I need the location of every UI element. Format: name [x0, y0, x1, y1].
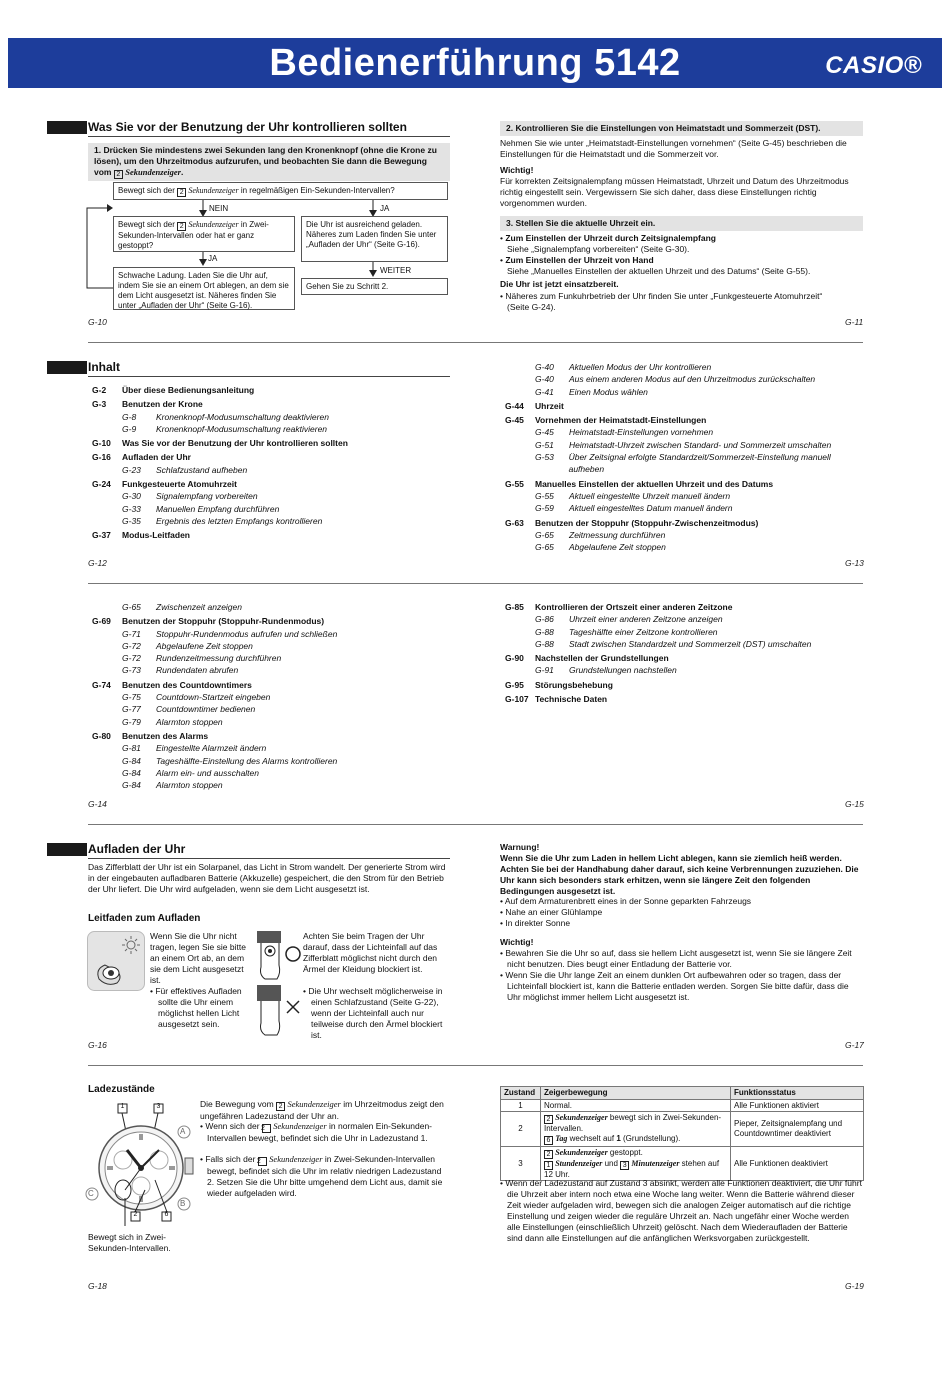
- page-number: G-18: [88, 1281, 107, 1291]
- charge-state-bullet-1: • Wenn sich der 2 Sekundenzeiger in normalen Ein-Sekunden-Intervallen bewegt, befindet sich die Uhr in Ladezustand 1.: [200, 1121, 433, 1143]
- hand-number-badge: 2: [258, 1157, 267, 1166]
- toc-page-ref: G-69: [92, 616, 111, 627]
- hand-label-3: 3: [156, 1103, 161, 1110]
- charging-left-text: Wenn Sie die Uhr nicht tragen, legen Sie sie bitte an einem Ort ab, an dem sie dem Licht ausgesetzt ist.: [150, 931, 246, 985]
- toc-entry-title: Aktuellen Modus der Uhr kontrollieren: [569, 362, 712, 372]
- step-3-heading: 3. Stellen Sie die aktuelle Uhrzeit ein.: [500, 216, 863, 231]
- wrist-correct-incorrect-icon: [255, 929, 303, 1037]
- toc-page-ref: G-9: [122, 423, 137, 434]
- important-label: Wichtig!: [500, 165, 534, 175]
- table-header: Funktionsstatus: [731, 1087, 864, 1100]
- charge-state-bullet-2: • Falls sich der 2 Sekundenzeiger in Zwei-Sekunden-Intervallen bewegt, befindet sich die Uhr im relativ niedrigen Ladezustand 2. Setzen Sie die Uhr bitte umgehend dem Licht aus, damit sie wieder aufgeladen wird.: [200, 1154, 443, 1198]
- toc-page-ref: G-45: [535, 427, 554, 438]
- page-number: G-17: [845, 1040, 864, 1050]
- toc-sub-entry: [505, 638, 865, 650]
- toc-main-entry: [505, 414, 865, 426]
- page-number: G-16: [88, 1040, 107, 1050]
- step-1-text: 1. Drücken Sie mindestens zwei Sekunden lang den Kronenknopf (ohne die Krone zu lösen), um den Uhrzeitmodus aufzurufen, und beobachten Sie dann die Bewegung vom: [94, 145, 437, 177]
- toc-sub-entry: [505, 613, 865, 625]
- b1-b: in normalen Ein-Sekunden-Intervallen bewegt, befindet sich die Uhr in Ladezustand 1.: [207, 1121, 433, 1143]
- toc-page-ref: G-72: [122, 653, 141, 664]
- toc-sub-entry: [92, 779, 452, 791]
- toc-page-ref: G-84: [122, 767, 141, 778]
- section-marker: [47, 121, 87, 134]
- table-cell: [541, 1146, 731, 1181]
- toc-list-g15: [505, 601, 865, 705]
- toc-page-ref: G-51: [535, 439, 554, 450]
- charging-guide-title: Leitfaden zum Aufladen: [88, 913, 201, 924]
- watch-face-diagram: [85, 1098, 197, 1230]
- toc-page-ref: G-79: [122, 716, 141, 727]
- toc-entry-title: Stadt zwischen Standardzeit und Sommerzeit (DST) umschalten: [569, 638, 812, 649]
- intro-b: im Uhrzeitmodus zeigt den ungefähren Ladezustand der Uhr an.: [200, 1099, 444, 1121]
- page-number: G-12: [88, 558, 107, 568]
- table-row: [501, 1146, 864, 1181]
- radio-note-text: Näheres zum Funkuhrbetrieb der Uhr finden Sie unter „Funkgesteuerte Atomuhrzeit“ (Seite G-24).: [505, 291, 823, 312]
- toc-main-entry: [92, 478, 452, 490]
- table-cell: Alle Funktionen deaktiviert: [731, 1146, 864, 1181]
- toc-entry-title: Aus einem anderen Modus auf den Uhrzeitmodus zurückschalten: [569, 374, 816, 385]
- toc-page-ref: G-65: [122, 602, 141, 612]
- toc-sub-entry: [505, 373, 865, 385]
- toc-sub-entry: [505, 529, 865, 541]
- q1-term: Sekundenzeiger: [188, 186, 239, 195]
- toc-page-ref: G-77: [122, 704, 141, 715]
- table-row: [501, 1112, 864, 1147]
- page-number: G-11: [845, 317, 864, 327]
- casio-logo: CASIO®: [825, 52, 922, 79]
- toc-sub-entry: [92, 515, 452, 527]
- toc-entry-title: Tageshälfte-Einstellung des Alarms kontrollieren: [156, 755, 338, 766]
- hand-number-badge: 2: [177, 222, 186, 231]
- warning-label: Warnung!: [500, 842, 540, 852]
- toc-page-ref: G-86: [535, 614, 554, 625]
- toc-sub-entry: [505, 626, 865, 638]
- toc-sub-entry: [92, 411, 452, 423]
- hand-label-6: 6: [164, 1211, 169, 1218]
- toc-sub-entry: [92, 640, 452, 652]
- toc-page-ref: G-95: [505, 679, 524, 690]
- cell-text: bewegt sich in Zwei-Sekunden-Intervallen.: [544, 1113, 722, 1133]
- page-number: G-15: [845, 799, 864, 809]
- charge-state-note-text: Wenn der Ladezustand auf Zustand 3 absinkt, werden alle Funktionen deaktiviert, die Uhr führt die Uhrzeit aber intern noch etwa eine Woche lang weiter. Wenn die Batterie während dieser Zeit wieder aufgeladen wird, bewegen sich die analogen Zeiger automatisch auf die richtige Einstellung und zeigen wieder die reguläre Uhrzeit an. Nach ungefähr einer Woche werden alle Einstellungen (einschließlich Uhrzeit) gelöscht. Nach dem Wiederaufladen der Batterie sind dann alle Einstellungen auf die anfänglichen Werksvorgaben zurückgestellt.: [505, 1178, 862, 1243]
- toc-main-entry: [92, 451, 452, 463]
- toc-entry-title: Abgelaufene Zeit stoppen: [569, 542, 666, 553]
- toc-entry-title: Signalempfang vorbereiten: [156, 491, 258, 502]
- section-rule: [88, 136, 450, 137]
- page-number: G-10: [88, 317, 107, 327]
- cell-value: 1: [616, 1133, 621, 1143]
- toc-entry-title: Benutzen der Stoppuhr (Stoppuhr-Zwischenzeitmodus): [535, 517, 759, 528]
- toc-entry-title: Heimatstadt-Uhrzeit zwischen Standard- und Sommerzeit umschalten: [569, 439, 832, 450]
- q1-a: Bewegt sich der: [118, 186, 175, 195]
- b1-a: Wenn sich der: [205, 1121, 260, 1131]
- toc-entry-title: Funkgesteuerte Atomuhrzeit: [122, 479, 237, 490]
- toc-entry-title: Alarmton stoppen: [156, 780, 223, 791]
- toc-page-ref: G-88: [535, 626, 554, 637]
- ready-text: Die Uhr ist jetzt einsatzbereit.: [500, 279, 619, 289]
- toc-entry-title: Uhrzeit einer anderen Zeitzone anzeigen: [569, 614, 723, 625]
- toc-main-entry: [505, 601, 865, 613]
- toc-page-ref: G-81: [122, 743, 141, 754]
- page-number: G-13: [845, 558, 864, 568]
- hand-number-badge: 6: [544, 1136, 553, 1145]
- toc-page-ref: G-91: [535, 665, 554, 676]
- toc-page-ref: G-75: [122, 692, 141, 703]
- section-rule: [88, 858, 450, 859]
- b2-term: Sekundenzeiger: [269, 1154, 323, 1164]
- toc-main-entry: [505, 517, 865, 529]
- hand-label-1: 1: [120, 1103, 125, 1110]
- toc-page-ref: G-80: [92, 730, 111, 741]
- page-separator: [88, 342, 863, 343]
- charging-intro: Das Zifferblatt der Uhr ist ein Solarpanel, das Licht in Strom wandelt. Der generierte Strom wird in der eingebauten aufladbaren Batterie (Akkuzelle) gespeichert, die den Strom für den Betrieb der Uhr liefert. Die Uhr wird aufgeladen, wenn sie dem Licht ausgesetzt ist.: [88, 862, 446, 894]
- bullet-1-title: Zum Einstellen der Uhrzeit durch Zeitsignalempfang: [505, 233, 716, 243]
- toc-entry-title: Kronenknopf-Modusumschaltung reaktivieren: [156, 423, 328, 434]
- important-item: Wenn Sie die Uhr lange Zeit an einem dunklen Ort aufbewahren oder so tragen, dass der Lichteinfall blockiert ist, kann die Batterie entladen werden. Sorgen Sie bitte dafür, dass die Uhr möglichst immer hellem Licht ausgesetzt ist.: [505, 970, 849, 1002]
- header-banner: [8, 38, 942, 88]
- toc-sub-entry: [505, 502, 865, 514]
- toc-page-ref: G-74: [92, 679, 111, 690]
- toc-page-ref: G-88: [535, 638, 554, 649]
- label-nein: NEIN: [209, 204, 229, 213]
- flow-question-2: [113, 216, 295, 252]
- toc-sub-entry: [92, 601, 452, 613]
- toc-entry-title: Countdown-Startzeit eingeben: [156, 692, 271, 703]
- charging-right-bullet: • Die Uhr wechselt möglicherweise in einen Schlafzustand (Seite G-22), wenn der Lichteinfall auch nur teilweise durch den Ärmel blockiert ist.: [303, 986, 443, 1040]
- hand-number-badge: 2: [544, 1150, 553, 1159]
- cell-term: Stundenzeiger: [555, 1158, 603, 1168]
- toc-entry-title: Benutzen der Krone: [122, 399, 203, 410]
- toc-page-ref: G-2: [92, 385, 107, 395]
- charging-right-text: Achten Sie beim Tragen der Uhr darauf, dass der Lichteinfall auf das Zifferblatt möglichst nicht durch den Ärmel der Kleidung blockiert ist.: [303, 931, 438, 974]
- toc-page-ref: G-24: [92, 479, 111, 490]
- toc-entry-title: Aufladen der Uhr: [122, 452, 191, 463]
- label-ja-2: JA: [208, 254, 218, 263]
- toc-sub-entry: [92, 652, 452, 664]
- toc-page-ref: G-90: [505, 653, 524, 664]
- toc-list-g13: [505, 361, 865, 553]
- toc-page-ref: G-40: [535, 362, 554, 372]
- section-rule: [88, 376, 450, 377]
- b1-term: Sekundenzeiger: [273, 1121, 327, 1131]
- toc-entry-title: Kontrollieren der Ortszeit einer anderen Zeitzone: [535, 602, 733, 612]
- toc-sub-entry: [505, 426, 865, 438]
- hand-number-badge: 2: [276, 1102, 285, 1111]
- toc-page-ref: G-55: [535, 490, 554, 501]
- toc-page-ref: G-40: [535, 374, 554, 385]
- cell-text: gestoppt.: [609, 1147, 643, 1157]
- toc-entry-title: Aktuell eingestelltes Datum manuell ändern: [569, 503, 733, 514]
- b2-a: Falls sich der: [205, 1154, 256, 1164]
- toc-page-ref: G-84: [122, 755, 141, 766]
- toc-main-entry: [92, 730, 452, 742]
- hand-number-badge: 3: [620, 1161, 629, 1170]
- toc-page-ref: G-107: [505, 694, 529, 705]
- toc-sub-entry: [505, 664, 865, 676]
- toc-entry-title: Was Sie vor der Benutzung der Uhr kontrollieren sollten: [122, 438, 348, 449]
- toc-entry-title: Rundendaten abrufen: [156, 665, 239, 676]
- toc-main-entry: [92, 615, 452, 627]
- important-list: • Bewahren Sie die Uhr so auf, dass sie hellem Licht ausgesetzt ist, wenn Sie sie längere Zeit nicht benutzen. Dies beugt einer Entladung der Batterie vor. • Wenn Sie die Uhr lange Zeit an einem dunklen Ort aufbewahren oder so tragen, dass der Lichteinfall blockiert ist, kann die Batterie entladen werden. Sorgen Sie bitte dafür, dass die Uhr möglichst immer hellem Licht ausgesetzt ist.: [500, 948, 852, 1002]
- table-row: [501, 1099, 864, 1112]
- cell-term: Sekundenzeiger: [555, 1147, 608, 1157]
- button-label-c: C: [88, 1189, 94, 1198]
- toc-entry-title: Alarm ein- und ausschalten: [156, 767, 260, 778]
- diagram-caption: Bewegt sich in Zwei-Sekunden-Intervallen.: [88, 1232, 171, 1253]
- toc-main-entry: [92, 398, 452, 410]
- toc-sub-entry: [505, 439, 865, 451]
- toc-entry-title: Ergebnis des letzten Empfangs kontrollieren: [156, 515, 323, 526]
- table-cell: Alle Funktionen aktiviert: [731, 1099, 864, 1112]
- label-ja: JA: [380, 204, 390, 213]
- page-number: G-19: [845, 1281, 864, 1291]
- toc-sub-entry: [505, 386, 865, 398]
- charge-states-title: Ladezustände: [88, 1084, 155, 1095]
- toc-entry-title: Zwischenzeit anzeigen: [156, 602, 242, 612]
- toc-sub-entry: [92, 691, 452, 703]
- important-item: Bewahren Sie die Uhr so auf, dass sie hellem Licht ausgesetzt ist, wenn Sie sie längere Zeit nicht benutzen. Dies beugt einer Entladung der Batterie vor.: [505, 948, 852, 969]
- hand-number-badge: 2: [544, 1115, 553, 1124]
- toc-entry-title: Heimatstadt-Einstellungen vornehmen: [569, 427, 714, 438]
- toc-entry-title: Kronenknopf-Modusumschaltung deaktivieren: [156, 411, 329, 422]
- toc-entry-title: Manuelles Einstellen der aktuellen Uhrzeit und des Datums: [535, 478, 774, 489]
- toc-page-ref: G-45: [505, 415, 524, 426]
- button-label-b: B: [180, 1199, 186, 1208]
- cell-term: Sekundenzeiger: [555, 1113, 608, 1122]
- toc-page-ref: G-8: [122, 411, 137, 422]
- table-header: Zeigerbewegung: [541, 1087, 731, 1100]
- warning-item: In direkter Sonne: [505, 918, 571, 928]
- toc-page-ref: G-41: [535, 386, 554, 397]
- bullet-2-text: Siehe „Manuelles Einstellen der aktuellen Uhrzeit und des Datums“ (Seite G-55).: [507, 266, 811, 276]
- toc-page-ref: G-55: [505, 478, 524, 489]
- cell-text: (Grundstellung).: [623, 1133, 681, 1143]
- page-separator: [88, 1065, 863, 1066]
- b2-b: in Zwei-Sekunden-Intervallen bewegt, befindet sich die Uhr im relativ niedrigen Ladezustand 2. Setzen Sie die Uhr bitte umgehend dem Licht aus, damit sie wieder aufgeladen wird.: [207, 1154, 443, 1198]
- toc-entry-title: Über diese Bedienungsanleitung: [122, 385, 255, 395]
- toc-sub-entry: [92, 490, 452, 502]
- toc-sub-entry: [92, 628, 452, 640]
- toc-entry-title: Benutzen der Stoppuhr (Stoppuhr-Rundenmodus): [122, 616, 325, 627]
- step-2-text: Nehmen Sie wie unter „Heimatstadt-Einstellungen vornehmen“ (Seite G-45) beschrieben die Einstellungen für die Heimatstadt und die Sommerzeit vor.: [500, 138, 847, 159]
- toc-sub-entry: [505, 361, 865, 373]
- toc-entry-title: Manuellen Empfang durchführen: [156, 503, 280, 514]
- toc-page-ref: G-73: [122, 665, 141, 676]
- page-number: G-14: [88, 799, 107, 809]
- toc-page-ref: G-37: [92, 530, 111, 541]
- toc-page-ref: G-84: [122, 780, 141, 791]
- toc-entry-title: Modus-Leitfaden: [122, 530, 190, 541]
- toc-entry-title: Tageshälfte einer Zeitzone kontrollieren: [569, 626, 718, 637]
- toc-sub-entry: [92, 464, 452, 476]
- toc-entry-title: Einen Modus wählen: [569, 386, 648, 397]
- toc-sub-entry: [92, 742, 452, 754]
- important-text: Für korrekten Zeitsignalempfang müssen Heimatstadt, Uhrzeit und Datum des Uhrzeitmodus richtig eingestellt sein. Vergewissern Sie sich daher, dass diese Einstellungen richtig vorgenommen wurden.: [500, 176, 849, 208]
- toc-page-ref: G-71: [122, 628, 141, 639]
- toc-page-ref: G-59: [535, 503, 554, 514]
- toc-entry-title: Rundenzeitmessung durchführen: [156, 653, 282, 664]
- toc-page-ref: G-35: [122, 515, 141, 526]
- toc-entry-title: Nachstellen der Grundstellungen: [535, 653, 669, 664]
- toc-sub-entry: [505, 490, 865, 502]
- charging-left-bullet-text: Für effektives Aufladen sollte die Uhr einem möglichst hellen Licht ausgesetzt sein.: [155, 986, 242, 1029]
- toc-sub-entry: [92, 703, 452, 715]
- section-title: Was Sie vor der Benutzung der Uhr kontrollieren sollten: [88, 120, 407, 134]
- toc-main-entry: [505, 693, 865, 705]
- warning-item: Nahe an einer Glühlampe: [505, 907, 603, 917]
- toc-sub-entry: [505, 451, 865, 476]
- toc-sub-entry: [92, 503, 452, 515]
- toc-entry-title: Aktuell eingestellte Uhrzeit manuell ändern: [569, 490, 731, 501]
- section-marker: [47, 361, 87, 374]
- important-label: Wichtig!: [500, 937, 534, 947]
- toc-main-entry: [92, 529, 452, 541]
- step-1-term: Sekundenzeiger: [125, 167, 181, 177]
- toc-page-ref: G-63: [505, 517, 524, 528]
- charging-left-bullet: • Für effektives Aufladen sollte die Uhr einem möglichst hellen Licht ausgesetzt sein.: [150, 986, 242, 1029]
- toc-main-entry: [505, 478, 865, 490]
- label-weiter: WEITER: [380, 266, 412, 275]
- toc-entry-title: Eingestellte Alarmzeit ändern: [156, 743, 267, 754]
- toc-page-ref: G-44: [505, 400, 524, 411]
- bullet-1-text: Siehe „Signalempfang vorbereiten“ (Seite G-30).: [507, 244, 690, 254]
- table-header-row: [501, 1087, 864, 1100]
- toc-entry-title: Benutzen des Alarms: [122, 730, 209, 741]
- toc-main-entry: [92, 679, 452, 691]
- toc-entry-title: Benutzen des Countdowntimers: [122, 679, 252, 690]
- bullet-2-title: Zum Einstellen der Uhrzeit von Hand: [505, 255, 654, 265]
- toc-main-entry: [505, 400, 865, 412]
- q2-b: in Zwei-Sekunden-Intervallen oder hat er ganz gestoppt?: [118, 220, 269, 250]
- warning-item: Auf dem Armaturenbrett eines in der Sonne geparkten Fahrzeugs: [504, 896, 752, 906]
- toc-page-ref: G-53: [535, 452, 554, 463]
- toc-entry-title: Countdowntimer bedienen: [156, 704, 256, 715]
- toc-entry-title: Grundstellungen nachstellen: [569, 665, 677, 676]
- toc-page-ref: G-30: [122, 491, 141, 502]
- cell-text: wechselt auf: [569, 1133, 615, 1143]
- charging-right-bullet-text: Die Uhr wechselt möglicherweise in einen Schlafzustand (Seite G-22), wenn der Lichteinfall auch nur teilweise durch den Ärmel blockiert ist.: [308, 986, 443, 1040]
- document-title: Bedienerführung 5142: [269, 42, 681, 84]
- table-header: Zustand: [501, 1087, 541, 1100]
- toc-entry-title: Alarmton stoppen: [156, 716, 223, 727]
- hand-number-badge: 2: [177, 188, 186, 197]
- toc-page-ref: G-65: [535, 529, 554, 540]
- toc-entry-title: Abgelaufene Zeit stoppen: [156, 640, 253, 651]
- toc-main-entry: [92, 437, 452, 449]
- radio-note: • Näheres zum Funkuhrbetrieb der Uhr finden Sie unter „Funkgesteuerte Atomuhrzeit“ (Seite G-24).: [500, 291, 823, 312]
- section-title: Aufladen der Uhr: [88, 842, 186, 856]
- watch-in-light-icon: [87, 931, 145, 991]
- toc-page-ref: G-85: [505, 602, 524, 612]
- hand-number-badge: 1: [544, 1161, 553, 1170]
- charge-state-note: • Wenn der Ladezustand auf Zustand 3 absinkt, werden alle Funktionen deaktiviert, die Uhr führt die Uhrzeit aber intern noch etwa eine Woche lang weiter. Wenn die Batterie während dieser Zeit wieder aufgeladen wird, bewegen sich die analogen Zeiger automatisch auf die richtige Einstellung und zeigen wieder die reguläre Uhrzeit an. Nach ungefähr einer Woche werden alle Einstellungen (einschließlich Uhrzeit) gelöscht. Nach dem Wiederaufladen der Batterie sind dann alle Einstellungen auf die anfänglichen Werksvorgaben zurückgestellt.: [500, 1178, 862, 1243]
- hand-number-badge: 2: [114, 170, 123, 179]
- toc-main-entry: [92, 384, 452, 396]
- table-cell: Normal.: [541, 1099, 731, 1112]
- cell-term: Minutenzeiger: [631, 1158, 680, 1168]
- table-cell: [541, 1112, 731, 1147]
- toc-page-ref: G-10: [92, 438, 111, 449]
- toc-entry-title: Vornehmen der Heimatstadt-Einstellungen: [535, 415, 707, 426]
- warning-list: • Auf dem Armaturenbrett eines in der Sonne geparkten Fahrzeugs • Nahe an einer Glühlampe • In direkter Sonne: [500, 896, 752, 928]
- section-marker: [47, 843, 87, 856]
- page-separator: [88, 824, 863, 825]
- toc-entry-title: Über Zeitsignal erfolgte Standardzeit/Sommerzeit-Einstellung manuell aufheben: [568, 452, 831, 475]
- q1-b: in regelmäßigen Ein-Sekunden-Intervallen?: [240, 186, 395, 195]
- flow-charged-box: Die Uhr ist ausreichend geladen. Näheres zum Laden finden Sie unter „Aufladen der Uhr“ (Seite G-16).: [301, 216, 448, 262]
- table-cell: Pieper, Zeitsignalempfang und Countdowntimer deaktiviert: [731, 1112, 864, 1147]
- flow-goto-step2: Gehen Sie zu Schritt 2.: [301, 278, 448, 295]
- step-3-bullets: • Zum Einstellen der Uhrzeit durch Zeitsignalempfang Siehe „Signalempfang vorbereiten“ (Seite G-30). • Zum Einstellen der Uhrzeit von Hand Siehe „Manuelles Einstellen der aktuellen Uhrzeit und des Datums“ (Seite G-55).: [500, 233, 863, 277]
- toc-entry-title: Technische Daten: [535, 694, 608, 705]
- intro-term: Sekundenzeiger: [287, 1099, 341, 1109]
- charge-state-table: [500, 1086, 864, 1181]
- toc-sub-entry: [92, 755, 452, 767]
- toc-entry-title: Schlafzustand aufheben: [156, 464, 248, 475]
- toc-entry-title: Zeitmessung durchführen: [569, 529, 666, 540]
- flow-weak-charge-box: Schwache Ladung. Laden Sie die Uhr auf, indem Sie sie an einem Ort ablegen, an dem sie dem Licht ausgesetzt ist. Näheres finden Sie unter „Aufladen der Uhr“ (Seite G-16).: [113, 267, 295, 310]
- toc-page-ref: G-23: [122, 464, 141, 475]
- cell-text: und: [604, 1158, 618, 1168]
- page-separator: [88, 583, 863, 584]
- toc-page-ref: G-65: [535, 542, 554, 553]
- toc-page-ref: G-16: [92, 452, 111, 463]
- toc-list-g14: [92, 601, 452, 791]
- toc-page-ref: G-3: [92, 399, 107, 410]
- q2-term: Sekundenzeiger: [188, 220, 239, 229]
- cell-text: stehen auf 12 Uhr.: [544, 1158, 720, 1179]
- table-cell: 3: [501, 1146, 541, 1181]
- button-label-a: A: [180, 1127, 186, 1136]
- toc-page-ref: G-33: [122, 503, 141, 514]
- cell-term: Tag: [555, 1133, 568, 1143]
- toc-sub-entry: [92, 767, 452, 779]
- step-1-box: 1. Drücken Sie mindestens zwei Sekunden lang den Kronenknopf (ohne die Krone zu lösen), um den Uhrzeitmodus aufzurufen, und beobachten Sie dann die Bewegung vom 2 Sekundenzeiger.: [88, 143, 450, 181]
- table-cell: 2: [501, 1112, 541, 1147]
- toc-sub-entry: [92, 664, 452, 676]
- toc-page-ref: G-72: [122, 640, 141, 651]
- q2-a: Bewegt sich der: [118, 220, 175, 229]
- table-cell: 1: [501, 1099, 541, 1112]
- toc-main-entry: [505, 679, 865, 691]
- warning-text: Wenn Sie die Uhr zum Laden in hellem Licht ablegen, kann sie ziemlich heiß werden. Achten Sie bei der Handhabung daher darauf, sich keine Verbrennungen zuzuziehen. Die Uhr kann sich besonders stark erhitzen, wenn sie längere Zeit den folgenden Bedingungen ausgesetzt ist.: [500, 853, 859, 896]
- toc-sub-entry: [505, 541, 865, 553]
- toc-entry-title: Uhrzeit: [535, 400, 564, 411]
- toc-list-g12: [92, 384, 452, 542]
- hand-label-2: 2: [133, 1211, 138, 1218]
- toc-title: Inhalt: [88, 360, 120, 374]
- hand-number-badge: 2: [262, 1124, 271, 1133]
- toc-main-entry: [505, 652, 865, 664]
- step-2-heading: 2. Kontrollieren Sie die Einstellungen von Heimatstadt und Sommerzeit (DST).: [500, 121, 863, 136]
- toc-sub-entry: [92, 716, 452, 728]
- intro-a: Die Bewegung vom: [200, 1099, 274, 1109]
- toc-entry-title: Stoppuhr-Rundenmodus aufrufen und schließen: [156, 628, 338, 639]
- charge-states-intro: [200, 1099, 450, 1122]
- toc-entry-title: Störungsbehebung: [535, 679, 613, 690]
- toc-sub-entry: [92, 423, 452, 435]
